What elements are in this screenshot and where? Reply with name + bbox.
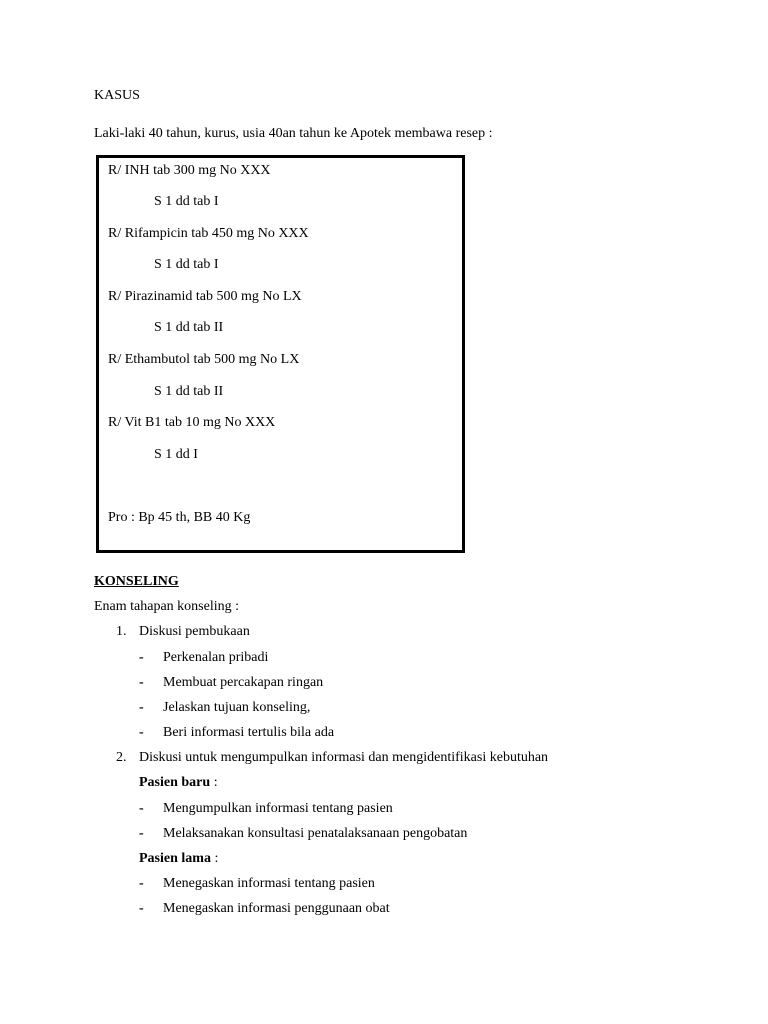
prescription-drug: R/ Ethambutol tab 500 mg No LX (108, 352, 300, 367)
step-number: 1. (116, 624, 127, 639)
step-title: Diskusi untuk mengumpulkan informasi dan mengidentifikasi kebutuhan (139, 750, 549, 765)
list-item: Perkenalan pribadi (163, 650, 269, 665)
bullet-dash: - (139, 876, 144, 891)
subsection-label (139, 776, 218, 790)
list-item: Membuat percakapan ringan (163, 675, 324, 690)
prescription-drug: R/ Rifampicin tab 450 mg No XXX (108, 226, 309, 241)
subsection-label-text: Pasien baru (139, 775, 211, 790)
subsection-label (139, 852, 218, 866)
bullet-dash: - (139, 650, 144, 665)
bullet-dash: - (139, 901, 144, 916)
bullet-dash: - (139, 801, 144, 816)
subsection-colon: : (213, 775, 218, 790)
list-item: Beri informasi tertulis bila ada (163, 725, 335, 740)
patient-profile: Pro : Bp 45 th, BB 40 Kg (108, 510, 251, 525)
kasus-heading: KASUS (94, 88, 140, 103)
list-item: Melaksanakan konsultasi penatalaksanaan pengobatan (163, 826, 468, 841)
subsection-colon: : (214, 851, 219, 866)
prescription-sig: S 1 dd tab II (154, 320, 224, 335)
step-number: 2. (116, 750, 127, 765)
prescription-sig: S 1 dd tab I (154, 194, 219, 209)
prescription-drug: R/ INH tab 300 mg No XXX (108, 163, 271, 178)
konseling-intro: Enam tahapan konseling : (94, 599, 240, 614)
prescription-sig: S 1 dd tab I (154, 257, 219, 272)
step-title: Diskusi pembukaan (139, 624, 250, 639)
konseling-heading: KONSELING (94, 574, 179, 589)
list-item: Mengumpulkan informasi tentang pasien (163, 801, 393, 816)
prescription-sig: S 1 dd I (154, 447, 198, 462)
list-item: Jelaskan tujuan konseling, (163, 700, 311, 715)
bullet-dash: - (139, 700, 144, 715)
prescription-sig: S 1 dd tab II (154, 384, 224, 399)
bullet-dash: - (139, 675, 144, 690)
bullet-dash: - (139, 826, 144, 841)
list-item: Menegaskan informasi penggunaan obat (163, 901, 390, 916)
subsection-label-text: Pasien lama (139, 851, 211, 866)
bullet-dash: - (139, 725, 144, 740)
prescription-drug: R/ Pirazinamid tab 500 mg No LX (108, 289, 302, 304)
list-item: Menegaskan informasi tentang pasien (163, 876, 375, 891)
case-description: Laki-laki 40 tahun, kurus, usia 40an tahun ke Apotek membawa resep : (94, 126, 493, 141)
prescription-drug: R/ Vit B1 tab 10 mg No XXX (108, 415, 276, 430)
